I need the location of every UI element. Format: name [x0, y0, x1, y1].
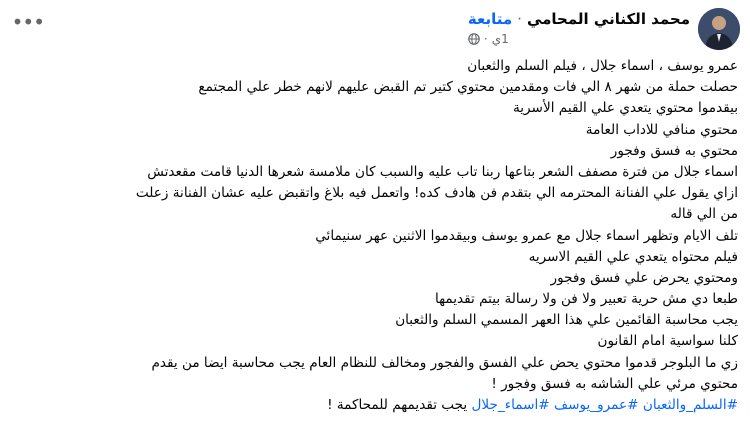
post-line: تلف الايام وتظهر اسماء جلال مع عمرو يوسف وبيقدموا الاثنين عهر سنيمائي [315, 227, 738, 244]
post-line: فيلم محتواه يتعدي علي القيم الاسريه [528, 248, 738, 265]
post-line: حصلت حملة من شهر ٨ الي فات ومقدمين محتوي كتير تم القبض عليهم لانهم خطر علي المجتمع [198, 79, 738, 96]
hashtag-link[interactable]: #اسماء_جلال [471, 397, 550, 413]
post-line: كلنا سواسية امام القانون [597, 333, 738, 350]
avatar[interactable] [698, 8, 740, 50]
avatar-photo-icon [698, 8, 740, 50]
post-line: بيقدموا محتوي يتعدي علي القيم الأسرية [512, 100, 738, 117]
post-body [12, 56, 738, 416]
post-line: محتوي به فسق وفجور [610, 142, 738, 159]
meta-separator: · [483, 32, 488, 46]
post-header [468, 10, 690, 46]
separator-dot: · [517, 10, 522, 28]
hashtag-link[interactable]: #السلم_والثعبان [642, 397, 738, 413]
hashtag-tail-text: يجب تقديمهم للمحاكمة ! [327, 397, 468, 413]
post-line: اسماء جلال من فترة مصفف الشعر بتاعها ربنا تاب عليه والسبب كان ملامسة شعرها الدنيا قامت مقعدتش [147, 163, 738, 180]
post-line: محتوي مرئي علي الشاشه به فسق وفجور ! [491, 375, 738, 392]
post-line: محتوي منافي للاداب العامة [585, 121, 738, 138]
post-time[interactable]: 1ي [491, 32, 509, 46]
post-line: طبعا دي مش حرية تعبير ولا فن ولا رسالة بيتم تقديمها [434, 291, 738, 308]
post-line: عمرو يوسف ، اسماء جلال ، فيلم السلم والثعبان [467, 58, 738, 74]
hashtag-link[interactable]: #عمرو_يوسف [554, 397, 639, 413]
follow-button[interactable]: متابعة [467, 10, 513, 28]
post-line: زي ما البلوجر قدموا محتوي يحض علي الفسق والفجور ومخالف للنظام العام يجب محاسبة ايضا من يقدم [151, 354, 738, 371]
post-line: يجب محاسبة القائمين علي هذا العهر المسمي السلم والثعبان [395, 312, 738, 329]
more-options-icon[interactable]: ••• [11, 10, 44, 34]
name-line [468, 10, 690, 28]
hashtag-line [12, 395, 738, 416]
post-meta [468, 32, 509, 46]
post-line: ومحتوي يحرض علي فسق وفجور [550, 269, 738, 286]
author-name[interactable]: محمد الكناني المحامي [526, 10, 690, 28]
post-line: من الي قاله [670, 206, 738, 223]
post-line: ازاي يقول علي الفنانة المحترمه الي بتقدم فن هادف كده! واتعمل فيه بلاغ واتقبض عليه عشان الفنانة زعلت [135, 185, 738, 202]
globe-icon[interactable] [468, 33, 480, 45]
